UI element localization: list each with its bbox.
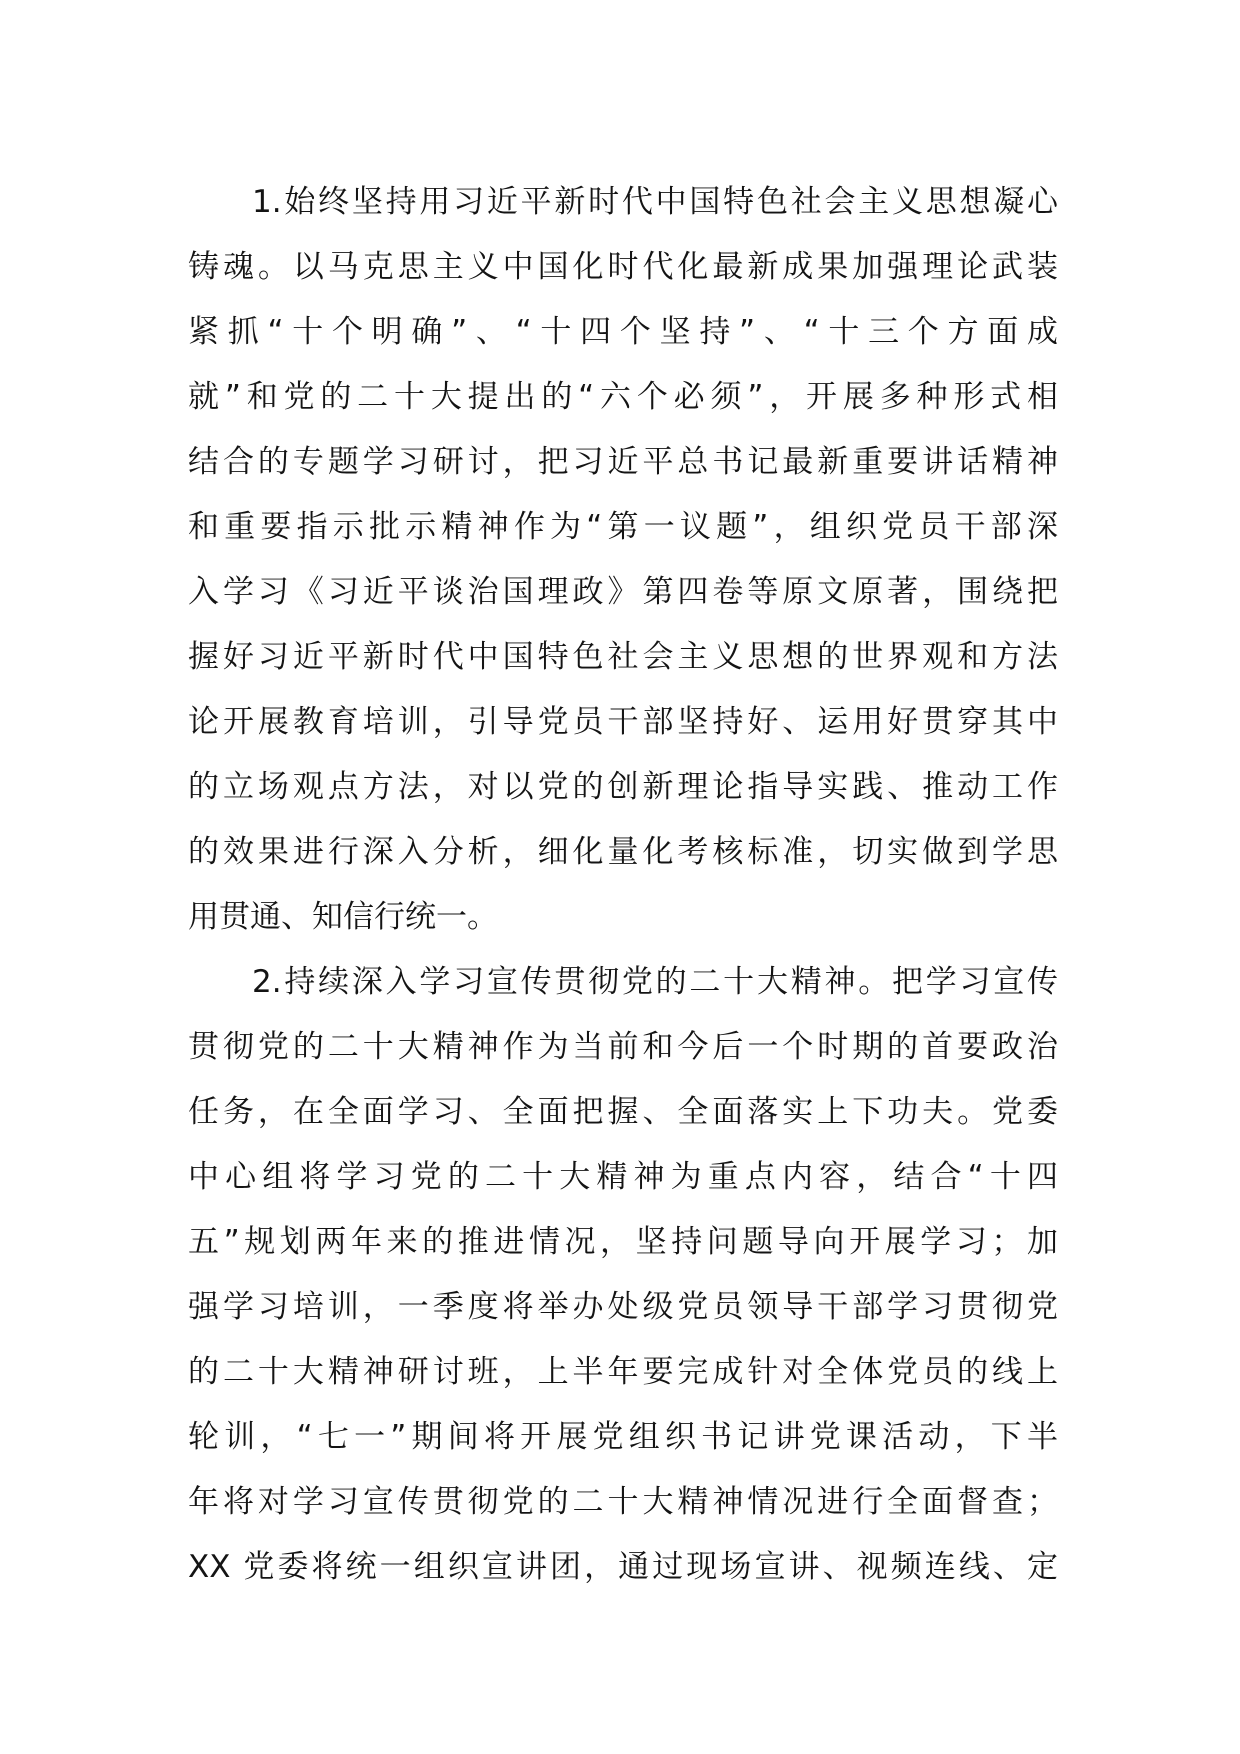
paragraph-line: 铸魂。以马克思主义中国化时代化最新成果加强理论武装 xyxy=(188,249,1058,285)
paragraph-line: XX 党委将统一组织宣讲团，通过现场宣讲、视频连线、定 xyxy=(188,1549,1058,1585)
paragraph-line: 用贯通、知信行统一。 xyxy=(188,899,498,935)
paragraph-line: 1.始终坚持用习近平新时代中国特色社会主义思想凝心 xyxy=(252,184,1058,220)
paragraph-line: 紧抓“十个明确”、“十四个坚持”、“十三个方面成 xyxy=(188,314,1058,350)
paragraph-2 xyxy=(188,950,1058,1600)
paragraph-line: 贯彻党的二十大精神作为当前和今后一个时期的首要政治 xyxy=(188,1029,1058,1065)
paragraph-1 xyxy=(188,170,1058,950)
paragraph-line: 入学习《习近平谈治国理政》第四卷等原文原著，围绕把 xyxy=(188,574,1058,610)
paragraph-line: 2.持续深入学习宣传贯彻党的二十大精神。把学习宣传 xyxy=(252,964,1058,1000)
paragraph-line: 强学习培训，一季度将举办处级党员领导干部学习贯彻党 xyxy=(188,1289,1058,1325)
paragraph-line: 就”和党的二十大提出的“六个必须”，开展多种形式相 xyxy=(188,379,1058,415)
paragraph-line: 握好习近平新时代中国特色社会主义思想的世界观和方法 xyxy=(188,639,1058,675)
paragraph-line: 的立场观点方法，对以党的创新理论指导实践、推动工作 xyxy=(188,769,1058,805)
paragraph-line: 论开展教育培训，引导党员干部坚持好、运用好贯穿其中 xyxy=(188,704,1058,740)
paragraph-line: 轮训，“七一”期间将开展党组织书记讲党课活动，下半 xyxy=(188,1419,1058,1455)
paragraph-line: 任务，在全面学习、全面把握、全面落实上下功夫。党委 xyxy=(188,1094,1058,1130)
paragraph-line: 结合的专题学习研讨，把习近平总书记最新重要讲话精神 xyxy=(188,444,1058,480)
paragraph-line: 和重要指示批示精神作为“第一议题”，组织党员干部深 xyxy=(188,509,1058,545)
paragraph-line: 五”规划两年来的推进情况，坚持问题导向开展学习；加 xyxy=(188,1224,1058,1260)
paragraph-line: 中心组将学习党的二十大精神为重点内容，结合“十四 xyxy=(188,1159,1058,1195)
document-body xyxy=(188,170,1058,1600)
paragraph-line: 的效果进行深入分析，细化量化考核标准，切实做到学思 xyxy=(188,834,1058,870)
paragraph-line: 的二十大精神研讨班，上半年要完成针对全体党员的线上 xyxy=(188,1354,1058,1390)
paragraph-line: 年将对学习宣传贯彻党的二十大精神情况进行全面督查； xyxy=(188,1484,1058,1520)
